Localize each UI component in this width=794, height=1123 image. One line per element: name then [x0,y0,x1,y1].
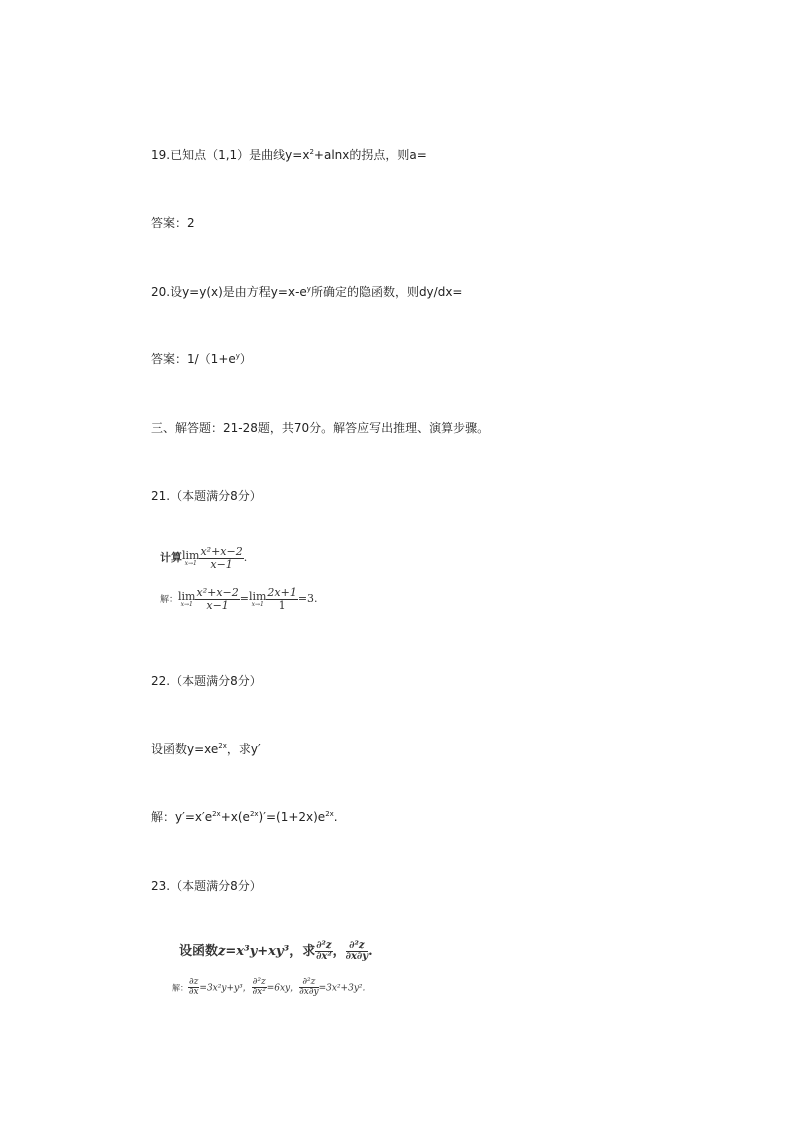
q21-problem-formula [160,546,247,570]
q23-s1-num: ∂z [189,977,199,987]
q21-sol-num1: x²+x−2 [196,586,239,599]
q22-solution-mid2: )′=(1+2x)e [258,810,326,824]
q19-text-post: +alnx的拐点，则a= [313,148,427,162]
q21-sol-lim1-sub: x→1 [180,600,193,608]
q22-solution-sup3: 2x [325,810,334,818]
q23-d1-den: ∂x² [316,951,332,962]
q21-sol-lim2 [249,591,266,608]
q21-sol-num2: 2x+1 [267,586,297,599]
q20-text-post: 所确定的隐函数，则dy/dx= [310,285,463,299]
q23-problem-prefix: 设函数 [179,944,219,959]
q23-solution-prefix: 解： [172,983,188,993]
q23-d2-fraction [346,941,368,963]
q21-problem-prefix: 计算 [160,551,182,565]
q23-period: . [368,944,373,959]
q23-s2-val: =6xy， [266,983,300,994]
q23-d2-den: ∂x∂y [345,951,369,962]
q21-lim [182,550,199,567]
q21-fraction [199,546,243,570]
q21-sol-den1: x−1 [206,598,229,612]
q22-solution-end: . [333,810,338,824]
q23-s2-fraction [252,978,267,998]
q23-problem-formula [179,940,373,963]
q19-text-pre: 19.已知点（1,1）是曲线y=x [151,148,310,162]
q23-title: 23.（本题满分8分） [151,879,262,893]
q21-numerator: x²+x−2 [200,545,243,558]
q21-sol-lim1-word: lim [178,589,196,603]
q21-sol-den2: 1 [278,598,286,612]
q21-sol-lim2-sub: x→1 [251,600,264,608]
q23-s2-num: ∂²z [252,977,266,987]
q22-solution-pre: 解：y′=x′e [151,810,213,824]
q22-solution-sup1: 2x [212,810,221,818]
q23-s1-den: ∂x [188,987,199,998]
q19-sup: 2 [309,148,314,156]
question-19 [151,147,427,163]
q23-s1-val: =3x²y+y³， [199,983,252,994]
q21-sol-lim2-word: lim [248,589,267,603]
q20-answer-sup: y [235,352,240,360]
q22-title: 22.（本题满分8分） [151,674,262,688]
q23-d1-num: ∂²z [316,939,332,951]
q22-problem-pre: 设函数y=xe [151,742,219,756]
q21-title: 21.（本题满分8分） [151,489,262,503]
q20-sup: y [306,285,311,293]
q21-lim-sub: x→1 [184,559,197,567]
q23-s2-den: ∂x² [252,987,266,998]
q22-problem-sup: 2x [218,742,227,750]
q23-solution-formula [172,978,365,998]
q22-solution-sup2: 2x [249,810,259,818]
q22-solution-mid: +x(e [220,810,250,824]
q22-problem-post: ，求y′ [226,742,261,756]
q21-period: . [243,551,248,565]
q23-problem-expr: z=x³y+xy³ [218,944,290,959]
q22-problem [151,741,261,757]
q21-solution-prefix: 解： [160,595,179,606]
q20-text-pre: 20.设y=y(x)是由方程y=x-e [151,285,307,299]
q23-s3-fraction [299,978,318,998]
q23-d2-num: ∂²z [346,941,368,953]
q23-problem-ask: ，求 [289,944,316,959]
q20-answer-pre: 答案：1/（1+e [151,352,236,366]
q20-answer-post: ） [239,352,252,366]
q21-sol-result: =3. [297,592,318,606]
q22-solution [151,809,338,825]
q21-sol-fraction1 [195,587,239,611]
q21-denominator: x−1 [210,557,233,571]
q23-s3-num: ∂²z [299,978,318,988]
q21-sol-fraction2 [266,587,297,611]
question-20 [151,284,462,300]
q23-comma: ， [332,944,346,959]
q21-sol-eq: = [239,592,249,606]
q23-s3-den: ∂x∂y [299,987,319,998]
q21-solution-formula [160,587,318,611]
section-3-heading: 三、解答题：21-28题，共70分。解答应写出推理、演算步骤。 [151,421,490,435]
q23-d1-fraction [315,941,332,963]
q21-lim-word: lim [182,548,200,562]
q23-s1-fraction [188,978,199,998]
q19-answer: 答案：2 [151,216,195,230]
q20-answer [151,351,252,367]
q23-s3-val: =3x²+3y². [318,983,366,994]
q21-sol-lim1 [178,591,195,608]
